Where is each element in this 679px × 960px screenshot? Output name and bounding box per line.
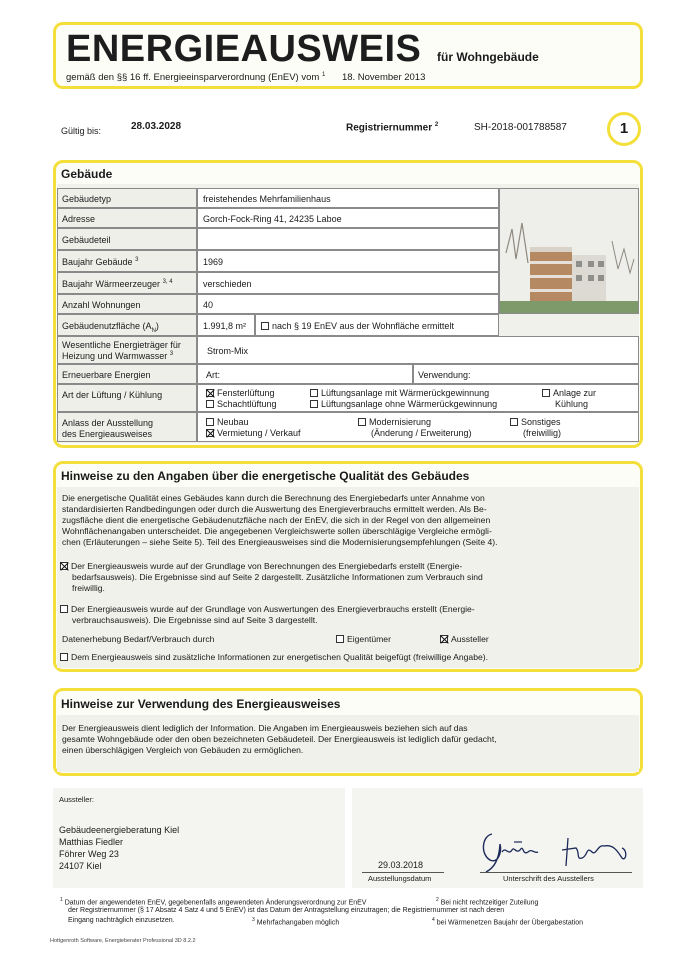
issue-date: 29.03.2018 — [378, 860, 424, 870]
date-underline — [362, 872, 444, 873]
footnote-1: $^1$ Datum der angewendeten EnEV, gegebenenfalls angewendeten Änderungsverordnung zur EnEV — [60, 897, 367, 907]
value-renewables-type: Art: — [197, 364, 413, 384]
label-energy-carrier: Wesentliche Energieträger für Heizung und Warmwasser $^3$ — [57, 336, 197, 364]
additional-info-option[interactable]: Dem Energieausweis sind zusätzliche Informationen zur energetischen Qualität beigefügt (freiwillige Angabe). — [60, 652, 488, 662]
footnote-3: $^3$ Mehrfachangaben möglich — [252, 917, 340, 927]
value-address: Gorch-Fock-Ring 41, 24235 Laboe — [197, 208, 499, 228]
document-subtitle: für Wohngebäude — [437, 50, 539, 64]
occasion-modernization-detail: (Änderung / Erweiterung) — [371, 428, 472, 438]
data-collection-owner[interactable]: Eigentümer — [336, 634, 391, 644]
footnote-2: $^2$ Bei nicht rechtzeitiger Zuteilung — [436, 897, 539, 907]
quality-notes-title: Hinweise zu den Angaben über die energetische Qualität des Gebäudes — [61, 469, 470, 483]
software-credit: Hottgenroth Software, Energieberater Professional 3D 8.2.2 — [50, 938, 196, 944]
value-building-type: freistehendes Mehrfamilienhaus — [197, 188, 499, 208]
occasion-options — [197, 412, 639, 442]
building-photo — [499, 188, 639, 314]
label-construction-year: Baujahr Gebäude $^3$ — [57, 250, 197, 272]
data-collection-label: Datenerhebung Bedarf/Verbrauch durch — [62, 634, 215, 644]
registration-label: Registriernummer $^2$ — [346, 122, 439, 134]
occasion-modernization[interactable]: Modernisierung — [358, 417, 431, 427]
value-construction-year: 1969 — [197, 250, 499, 272]
occasion-other-detail: (freiwillig) — [523, 428, 561, 438]
label-building-part: Gebäudeteil — [57, 228, 197, 250]
label-occasion: Anlass der Ausstellung des Energieausweises — [57, 412, 197, 442]
issue-date-label: Ausstellungsdatum — [368, 874, 432, 883]
occasion-rent-sale[interactable]: Vermietung / Verkauf — [206, 428, 301, 438]
value-energy-carrier: Strom-Mix — [197, 336, 639, 364]
footnote-2-continued: der Registriernummer (§ 17 Absatz 4 Satz 4 und 5 EnEV) ist das Datum der Antragstellung einzutragen; die Registriernummer ist nach deren — [68, 907, 505, 914]
ventilation-window[interactable]: Fensterlüftung — [206, 388, 275, 398]
data-collection-issuer[interactable]: Aussteller — [440, 634, 489, 644]
valid-until-label: Gültig bis: — [61, 126, 102, 136]
ventilation-options — [197, 384, 639, 412]
occasion-other[interactable]: Sonstiges — [510, 417, 561, 427]
building-photo-image — [500, 189, 638, 313]
label-apartments: Anzahl Wohnungen — [57, 294, 197, 314]
label-heater-year: Baujahr Wärmeerzeuger $^{3, 4}$ — [57, 272, 197, 294]
ventilation-shaft[interactable]: Schachtlüftung — [206, 399, 277, 409]
area-method-checkbox[interactable]: nach § 19 EnEV aus der Wohnfläche ermittelt — [255, 314, 499, 336]
signature-image — [472, 822, 637, 874]
demand-certificate-option[interactable]: Der Energieausweis wurde auf der Grundlage von Berechnungen des Energiebedarfs erstellt (Energie- bedarfsausweis). Die Ergebnisse sind auf Seite 2 dargestellt. Zusätzliche Informationen zum Verbrauch sind freiwillig. — [60, 561, 634, 594]
cooling-system[interactable]: Anlage zur — [542, 388, 596, 398]
cooling-system-label: Kühlung — [555, 399, 589, 409]
document-title: ENERGIEAUSWEIS — [66, 28, 422, 70]
value-building-part — [197, 228, 499, 250]
issuer-label: Aussteller: — [59, 795, 95, 804]
consumption-certificate-option[interactable]: Der Energieausweis wurde auf der Grundlage von Auswertungen des Energieverbrauchs erstellt (Energie- verbrauchsausweis). Die Ergebnisse sind auf Seite 3 dargestellt. — [60, 604, 634, 626]
usage-notes-text: Der Energieausweis dient lediglich der Information. Die Angaben im Energieausweis beziehen sich auf das gesamte Wohngebäude oder den oben bezeichneten Gebäudeteil. Der Energieausweis ist lediglich dafür gedacht, einen überschlägigen Vergleich von Gebäuden zu ermöglichen. — [62, 723, 497, 755]
signature-underline — [480, 872, 632, 873]
label-usable-area: Gebäudenutzfläche $(A_N)$ — [57, 314, 197, 336]
usage-notes-title: Hinweise zur Verwendung des Energieausweises — [61, 697, 341, 711]
page-number-badge: 1 — [607, 112, 641, 146]
valid-until-value: 28.03.2028 — [131, 121, 182, 132]
footnote-4: $^4$ bei Wärmenetzen Baujahr der Übergabestation — [432, 917, 584, 927]
value-renewables-use: Verwendung: — [413, 364, 639, 384]
occasion-new-building[interactable]: Neubau — [206, 417, 249, 427]
registration-number: SH-2018-001788587 — [474, 122, 567, 133]
ventilation-without-recovery[interactable]: Lüftungsanlage ohne Wärmerückgewinnung — [310, 399, 497, 409]
value-usable-area: 1.991,8 m² — [197, 314, 255, 336]
quality-intro: Die energetische Qualität eines Gebäudes kann durch die Berechnung des Energiebedarfs unter Annahme von standardisierten Randbedingungen oder durch die Auswertung des Energieverbrauchs ermittelt werden. Als Be- zugsfläche dient die energetische Gebäudenutzfläche nach der EnEV, die sich in der Regel von den allgemeinen Wohnflächenangaben unterscheidet. Die angegebenen Vergleichswerte sollen überschlägige Vergleiche ermögli- chen (Erläuterungen – siehe Seite 5). Teil des Energieausweises sind die Modernisierungsempfehlungen (Seite 4). — [62, 493, 498, 547]
issuer-city: 24107 Kiel — [59, 861, 102, 871]
issuer-person: Matthias Fiedler — [59, 837, 124, 847]
value-apartments: 40 — [197, 294, 499, 314]
signature-label: Unterschrift des Ausstellers — [503, 874, 594, 883]
label-renewables: Erneuerbare Energien — [57, 364, 197, 384]
issuer-street: Föhrer Weg 23 — [59, 849, 119, 859]
footnote-2-end: Eingang nachträglich einzusetzen. — [68, 917, 175, 924]
label-ventilation: Art der Lüftung / Kühlung — [57, 384, 197, 412]
regulation-line: gemäß den §§ 16 ff. Energieeinsparverordnung (EnEV) vom $^1$ 18. November 2013 — [66, 72, 426, 84]
ventilation-with-recovery[interactable]: Lüftungsanlage mit Wärmerückgewinnung — [310, 388, 489, 398]
label-building-type: Gebäudetyp — [57, 188, 197, 208]
issuer-name: Gebäudeenergieberatung Kiel — [59, 825, 180, 835]
building-section-title: Gebäude — [61, 167, 113, 181]
label-address: Adresse — [57, 208, 197, 228]
value-heater-year: verschieden — [197, 272, 499, 294]
